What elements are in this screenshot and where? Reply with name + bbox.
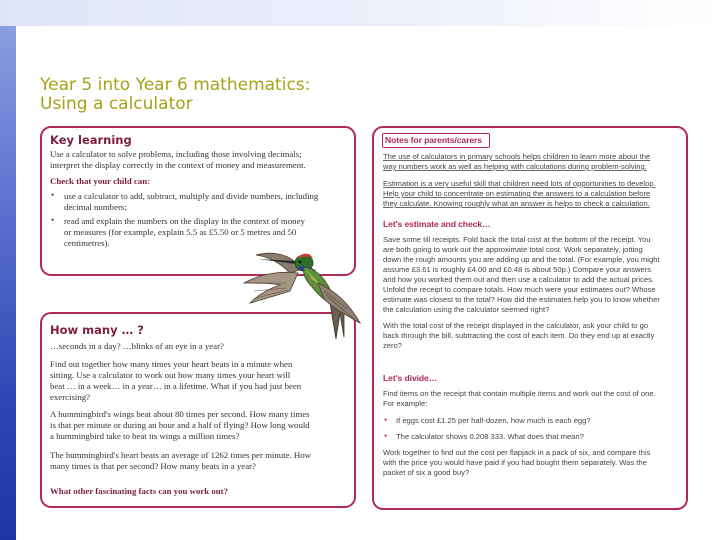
check-bullet-2-line-3: centimetres). bbox=[64, 238, 110, 248]
title-line-2: Using a calculator bbox=[40, 94, 193, 114]
notes-p6-line-2: with the price you would have paid if you had bought them separately. Was the bbox=[383, 458, 647, 467]
notes-p3-line-1: Save some till receipts. Fold back the total cost at the bottom of the receipt. You bbox=[383, 235, 651, 244]
how-many-p2-line-1: A hummingbird's wings beat about 80 times per second. How many times bbox=[50, 409, 310, 419]
notes-bullet-1: If eggs cost £1.25 per half-dozen, how much is each egg? bbox=[396, 416, 591, 425]
notes-p4-line-1: With the total cost of the receipt displayed in the calculator, ask your child to go bbox=[383, 321, 649, 330]
how-many-p2-line-2: is that per minute or during an hour and a half of flying? How long would bbox=[50, 420, 310, 430]
notes-p2-line-1: Estimation is a very useful skill that children need lots of opportunities to develop. bbox=[383, 179, 656, 188]
how-many-p1-line-3: beat … in a week… in a year… in a lifetime. What if you had just been bbox=[50, 381, 302, 391]
hummingbird-illustration bbox=[240, 243, 364, 347]
how-many-p1-line-1: Find out together how many times your heart beats in a minute when bbox=[50, 359, 293, 369]
notes-subheading-estimate: Let's estimate and check… bbox=[383, 219, 491, 229]
how-many-p3-line-2: many times is that per second? How many beats in a year? bbox=[50, 461, 256, 471]
notes-p5-line-1: Find items on the receipt that contain multiple items and work out the cost of one. bbox=[383, 389, 656, 398]
notes-p3-line-3: down the rough amounts you are adding up and the total. (For example, you might bbox=[383, 255, 660, 264]
check-bullet-2-line-1: read and explain the numbers on the display in the context of money bbox=[64, 216, 305, 226]
bullet-dot: • bbox=[384, 415, 388, 425]
notes-p3-line-7: estimate was closest to the total? How did the estimates help you to know whether bbox=[383, 295, 660, 304]
how-many-closing: What other fascinating facts can you work out? bbox=[50, 486, 228, 496]
how-many-p1-line-2: sitting. Use a calculator to work out how many times your heart will bbox=[50, 370, 291, 380]
notes-bullet-2: The calculator shows 0.208 333. What does that mean? bbox=[396, 432, 584, 441]
how-many-p2-line-3: a hummingbird take to beat its wings a million times? bbox=[50, 431, 240, 441]
key-learning-intro-2: interpret the display correctly in the context of money and measurement. bbox=[50, 160, 306, 170]
how-many-p1-line-4: exercising? bbox=[50, 392, 91, 402]
notes-p4-line-3: zero? bbox=[383, 341, 402, 350]
bullet-dot: • bbox=[51, 215, 55, 225]
notes-p2-line-2: Help your child to concentrate on estimating the answers to a calculation before bbox=[383, 189, 651, 198]
bullet-dot: • bbox=[51, 190, 55, 200]
notes-heading: Notes for parents/carers bbox=[385, 135, 482, 145]
check-heading: Check that your child can: bbox=[50, 176, 151, 186]
notes-p5-line-2: For example: bbox=[383, 399, 428, 408]
notes-p3-line-2: are both going to work out the approximate total cost. Work separately, jotting bbox=[383, 245, 643, 254]
check-bullet-2-line-2: or measures (for example, explain 5.5 as £5.50 or 5 metres and 50 bbox=[64, 227, 297, 237]
how-many-intro: …seconds in a day? …blinks of an eye in a year? bbox=[50, 341, 224, 351]
notes-box bbox=[372, 126, 688, 510]
left-accent-bar bbox=[0, 26, 16, 540]
notes-p1-line-1: The use of calculators in primary schools helps children to learn more about the bbox=[383, 152, 651, 161]
notes-p3-line-6: Unfold the receipt to compare totals. How much were your estimates out? Whose bbox=[383, 285, 656, 294]
key-learning-heading: Key learning bbox=[50, 133, 132, 147]
bullet-dot: • bbox=[384, 431, 388, 441]
notes-p3-line-5: and how you worked them out and then use a calculator to add the actual prices. bbox=[383, 275, 655, 284]
notes-p3-line-8: the calculation using the calculator seemed right? bbox=[383, 305, 550, 314]
notes-p1-line-2: way numbers work as well as helping with calculations during problem-solving. bbox=[383, 162, 647, 171]
notes-p3-line-4: assume £3.61 is roughly £4.00 and £0.48 is about 50p.) Compare your answers bbox=[383, 265, 652, 274]
page-title bbox=[40, 76, 310, 114]
title-line-1: Year 5 into Year 6 mathematics: bbox=[40, 75, 311, 95]
notes-subheading-divide: Let's divide… bbox=[383, 373, 438, 383]
how-many-heading: How many … ? bbox=[50, 323, 144, 337]
key-learning-intro-1: Use a calculator to solve problems, including those involving decimals; bbox=[50, 149, 302, 159]
notes-p2-line-3: they calculate. Knowing roughly what an answer is helps to check a calculation. bbox=[383, 199, 650, 208]
notes-p4-line-2: back through the bill, subtracting the cost of each item. Do they end up at exactly bbox=[383, 331, 655, 340]
check-bullet-1-line-1: use a calculator to add, subtract, multiply and divide numbers, including bbox=[64, 191, 319, 201]
check-bullet-1-line-2: decimal numbers; bbox=[64, 202, 127, 212]
notes-p6-line-1: Work together to find out the cost per flapjack in a pack of six, and compare this bbox=[383, 448, 651, 457]
top-band bbox=[0, 0, 720, 26]
notes-p6-line-3: packet of six a good buy? bbox=[383, 468, 470, 477]
how-many-p3-line-1: The hummingbird's heart beats an average of 1262 times per minute. How bbox=[50, 450, 312, 460]
